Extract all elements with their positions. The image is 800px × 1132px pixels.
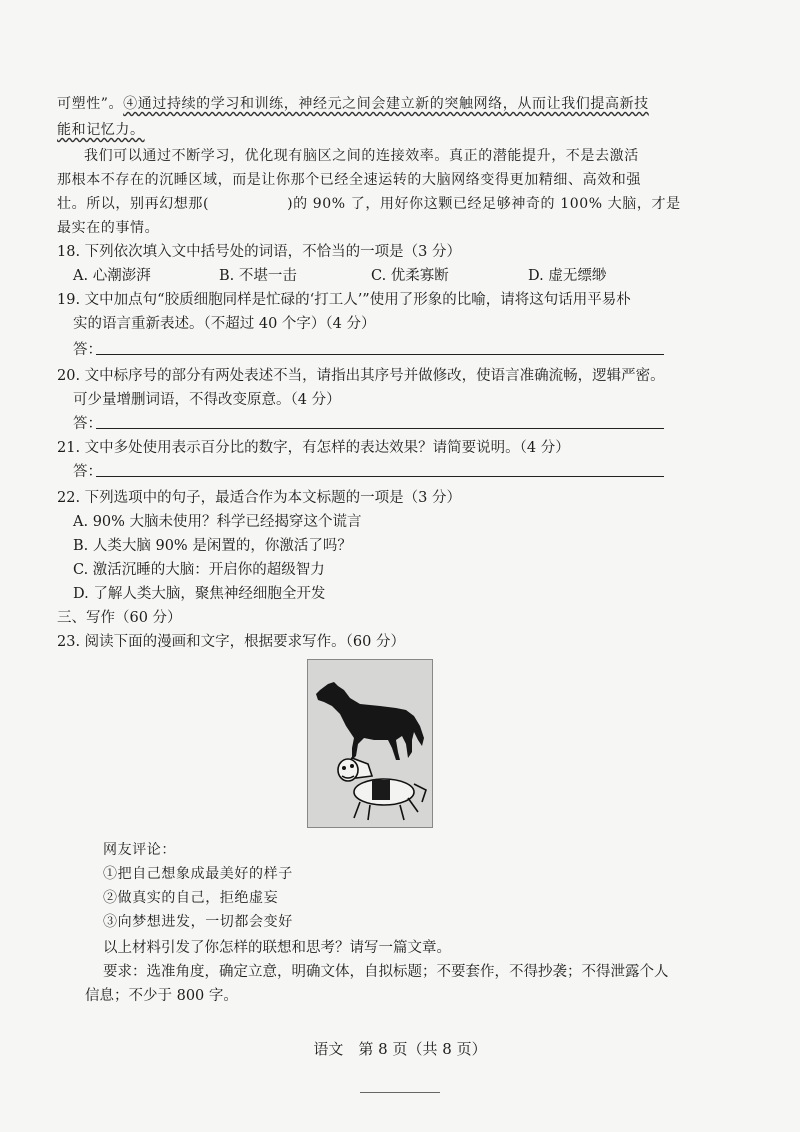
question-18-stem: 18. 下列依次填入文中括号处的词语，不恰当的一项是（3 分） bbox=[57, 244, 462, 260]
passage-line bbox=[57, 194, 681, 214]
passage-line bbox=[57, 120, 145, 140]
q22-option-d: D. 了解人类大脑，聚焦神经细胞全开发 bbox=[73, 586, 326, 602]
q18-option-c: C. 优柔寡断 bbox=[371, 268, 449, 284]
q22-option-c: C. 激活沉睡的大脑：开启你的超级智力 bbox=[73, 562, 325, 578]
bottom-divider bbox=[360, 1092, 440, 1093]
comment-item: ②做真实的自己，拒绝虚妄 bbox=[103, 890, 279, 906]
writing-requirements-cont: 信息；不少于 800 字。 bbox=[85, 988, 238, 1004]
answer-label: 答： bbox=[73, 342, 102, 358]
writing-requirements: 要求：选准角度，确定立意，明确文体，自拟标题；不要套作，不得抄袭；不得泄露个人 bbox=[103, 964, 669, 980]
passage-line bbox=[57, 94, 649, 114]
q22-option-a: A. 90% 大脑未使用？科学已经揭穿这个谎言 bbox=[73, 514, 362, 530]
q22-option-b: B. 人类大脑 90% 是闲置的，你激活了吗？ bbox=[73, 538, 352, 554]
answer-label: 答： bbox=[73, 416, 102, 432]
answer-line bbox=[96, 354, 664, 355]
marked-sentence-4-cont: 能和记忆力。 bbox=[57, 122, 145, 138]
horse-comic-illustration bbox=[308, 660, 432, 827]
comment-item: ①把自己想象成最美好的样子 bbox=[103, 866, 293, 882]
answer-label: 答： bbox=[73, 464, 102, 480]
passage-line: 我们可以通过不断学习，优化现有脑区之间的连接效率。真正的潜能提升，不是去激活 bbox=[84, 148, 639, 164]
pony-saddle bbox=[372, 780, 390, 800]
passage-line: 最实在的事情。 bbox=[57, 220, 160, 236]
question-22-stem: 22. 下列选项中的句子，最适合作为本文标题的一项是（3 分） bbox=[57, 490, 462, 506]
passage-text: 可塑性”。 bbox=[57, 96, 124, 112]
comic-image bbox=[307, 659, 433, 828]
q18-option-b: B. 不堪一击 bbox=[219, 268, 297, 284]
question-19-stem-cont: 实的语言重新表述。（不超过 40 个字）（4 分） bbox=[73, 316, 376, 332]
question-20-stem-cont: 可少量增删词语，不得改变原意。（4 分） bbox=[73, 392, 341, 408]
q18-option-d: D. 虚无缥缈 bbox=[528, 268, 607, 284]
passage-text: )的 90% 了，用好你这颗已经足够神奇的 100% 大脑，才是 bbox=[287, 196, 681, 212]
marked-sentence-4: ④通过持续的学习和训练，神经元之间会建立新的突触网络，从而让我们提高新技 bbox=[123, 96, 649, 112]
passage-text: 壮。所以，别再幻想那( bbox=[57, 196, 210, 212]
writing-prompt: 以上材料引发了你怎样的联想和思考？请写一篇文章。 bbox=[103, 940, 451, 956]
answer-line bbox=[96, 476, 664, 477]
answer-line bbox=[96, 428, 664, 429]
passage-line: 那根本不存在的沉睡区域，而是让你那个已经全速运转的大脑网络变得更加精细、高效和强 bbox=[57, 172, 641, 188]
question-21-stem: 21. 文中多处使用表示百分比的数字，有怎样的表达效果？请简要说明。（4 分） bbox=[57, 440, 570, 456]
question-19-stem: 19. 文中加点句“胶质细胞同样是忙碌的‘打工人’”使用了形象的比喻，请将这句话用平易朴 bbox=[57, 292, 631, 308]
q18-option-a: A. 心潮澎湃 bbox=[73, 268, 151, 284]
section-heading: 三、写作（60 分） bbox=[57, 610, 182, 626]
question-20-stem: 20. 文中标序号的部分有两处表述不当，请指出其序号并做修改，使语言准确流畅，逻辑严密。 bbox=[57, 368, 665, 384]
question-23-stem: 23. 阅读下面的漫画和文字，根据要求写作。（60 分） bbox=[57, 634, 405, 650]
page-footer: 语文 第 8 页（共 8 页） bbox=[313, 1040, 487, 1058]
comment-item: ③向梦想进发，一切都会变好 bbox=[103, 914, 293, 930]
comments-label: 网友评论： bbox=[103, 842, 176, 858]
